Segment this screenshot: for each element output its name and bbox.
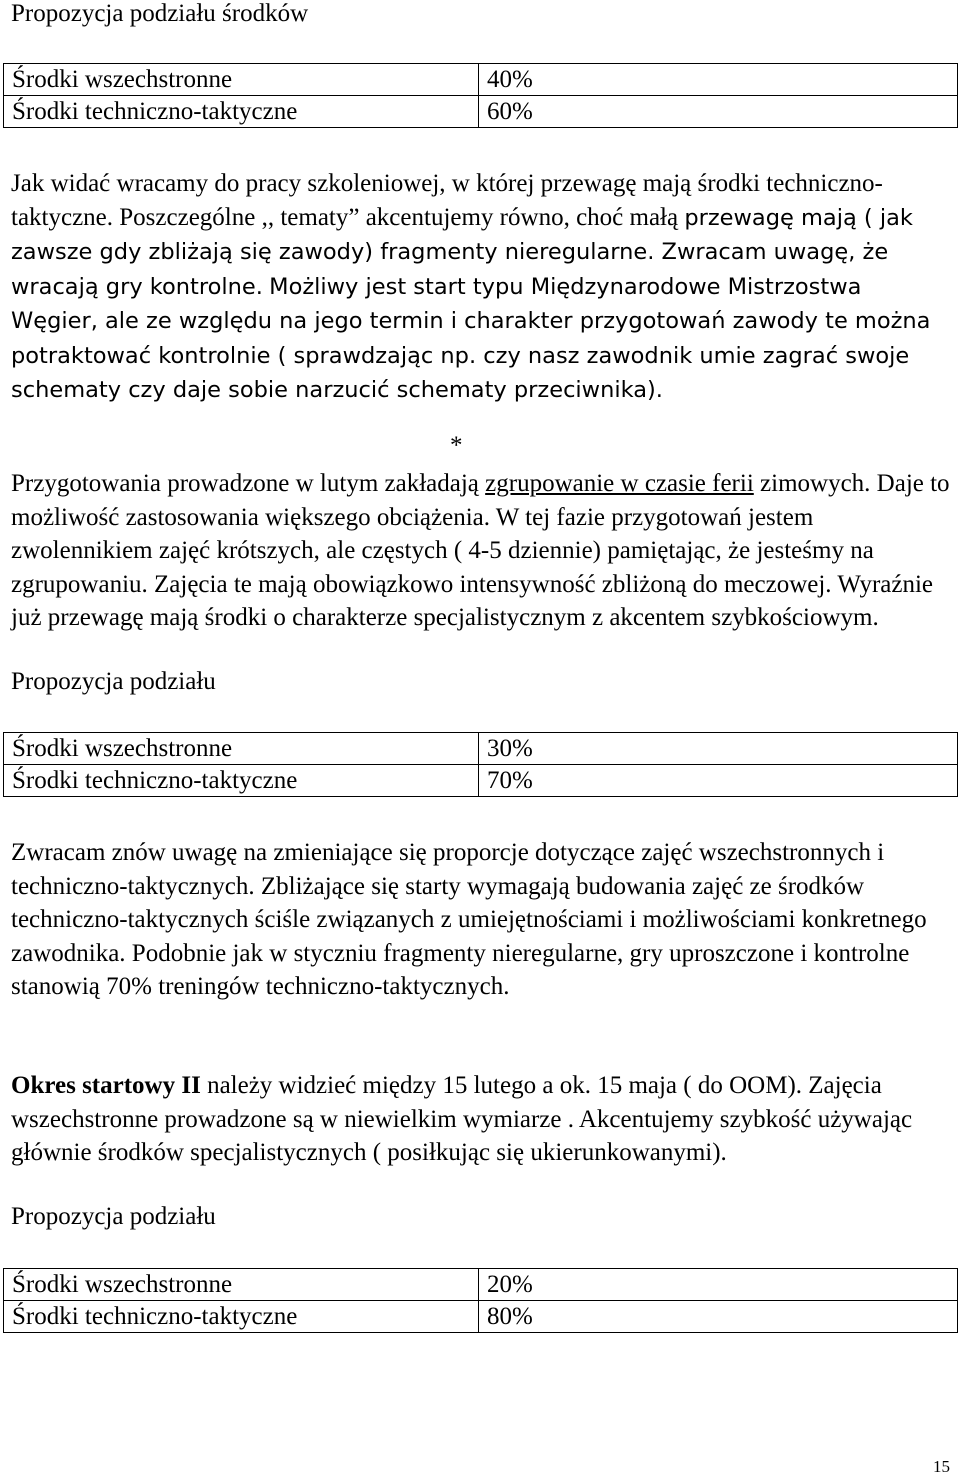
- paragraph-4-bold: Okres startowy II: [11, 1072, 201, 1099]
- paragraph-1-sans-b: przygotowań zawody te można potraktować kontrolnie ( sprawdzając np. czy nasz zawodnik umie zagrać swoje schematy czy daje sobie narzucić schematy przeciwnika).: [11, 308, 931, 403]
- table-cell-value: 20%: [479, 1269, 958, 1301]
- paragraph-2-underlined: zgrupowanie w czasie ferii: [485, 470, 754, 497]
- heading-proposal-3: Propozycja podziału: [11, 1203, 216, 1230]
- paragraph-2-b: zimowych. Daje to możliwość zastosowania większego obciążenia. W tej fazie przygotowań jestem zwolennikiem zajęć krótszych, ale częstych ( 4-5 dziennie) pamiętając, że jesteśmy na zgrupowaniu. Zajęcia te mają obowiązkowo intensywność zbliżoną do meczowej. Wyraźnie już przewagę mają środki o charakterze specjalistycznym z akcentem szybkościowym.: [11, 470, 950, 631]
- table-cell-name: Środki wszechstronne: [4, 64, 479, 96]
- table-cell-value: 30%: [479, 733, 958, 765]
- table-cell-name: Środki wszechstronne: [4, 1269, 479, 1301]
- paragraph-2-a: Przygotowania prowadzone w lutym zakładają: [11, 470, 486, 497]
- page-number: 15: [933, 1457, 950, 1476]
- table-row: [4, 1269, 958, 1301]
- paragraph-1-serif-b: Możliwy jest start typu Międzynarodowe Mistrzostwa Węgier, ale ze względu na jego termin i charakter: [11, 273, 862, 334]
- table-cell-value: 40%: [479, 64, 958, 96]
- table-row: [4, 733, 958, 765]
- paragraph-1-sans-a: przewagę mają ( jak zawsze gdy zbliżają się zawody) fragmenty nieregularne. Zwracam uwagę, że wracają gry kontrolne.: [11, 204, 913, 300]
- split-table-3: [3, 1268, 958, 1333]
- table-row: [4, 1301, 958, 1333]
- table-row: [4, 64, 958, 96]
- paragraph-4: [11, 1069, 951, 1170]
- paragraph-2: [11, 467, 951, 635]
- paragraph-3: Zwracam znów uwagę na zmieniające się proporcje dotyczące zajęć wszechstronnych i techniczno-taktycznych. Zbliżające się starty wymagają budowania zajęć ze środków techniczno-taktycznych ściśle związanych z umiejętnościami i możliwościami konkretnego zawodnika. Podobnie jak w styczniu fragmenty nieregularne, gry uproszczone i kontrolne stanowią 70% treningów techniczno-taktycznych.: [11, 839, 927, 1000]
- section-separator-star: *: [450, 432, 463, 459]
- table-cell-value: 60%: [479, 96, 958, 128]
- table-cell-value: 70%: [479, 765, 958, 797]
- split-table-2: [3, 732, 958, 797]
- table-cell-name: Środki wszechstronne: [4, 733, 479, 765]
- heading-proposal-1: Propozycja podziału środków: [11, 0, 309, 27]
- paragraph-1-serif: Jak widać wracamy do pracy szkoleniowej, w której przewagę mają środki techniczno-taktyczne. Poszczególne ,, tematy” akcentujemy równo, choć małą: [11, 170, 883, 231]
- paragraph-1: [11, 167, 951, 408]
- table-cell-name: Środki techniczno-taktyczne: [4, 1301, 479, 1333]
- table-cell-name: Środki techniczno-taktyczne: [4, 96, 479, 128]
- table-row: [4, 765, 958, 797]
- paragraph-4-rest: należy widzieć między 15 lutego a ok. 15 maja ( do OOM). Zajęcia wszechstronne prowadzone są w niewielkim wymiarze . Akcentujemy szybkość używając głównie środków specjalistycznych ( posiłkując się ukierunkowanymi).: [11, 1072, 913, 1166]
- table-cell-name: Środki techniczno-taktyczne: [4, 765, 479, 797]
- split-table-1: [3, 63, 958, 128]
- table-cell-value: 80%: [479, 1301, 958, 1333]
- heading-proposal-2: Propozycja podziału: [11, 668, 216, 695]
- table-row: [4, 96, 958, 128]
